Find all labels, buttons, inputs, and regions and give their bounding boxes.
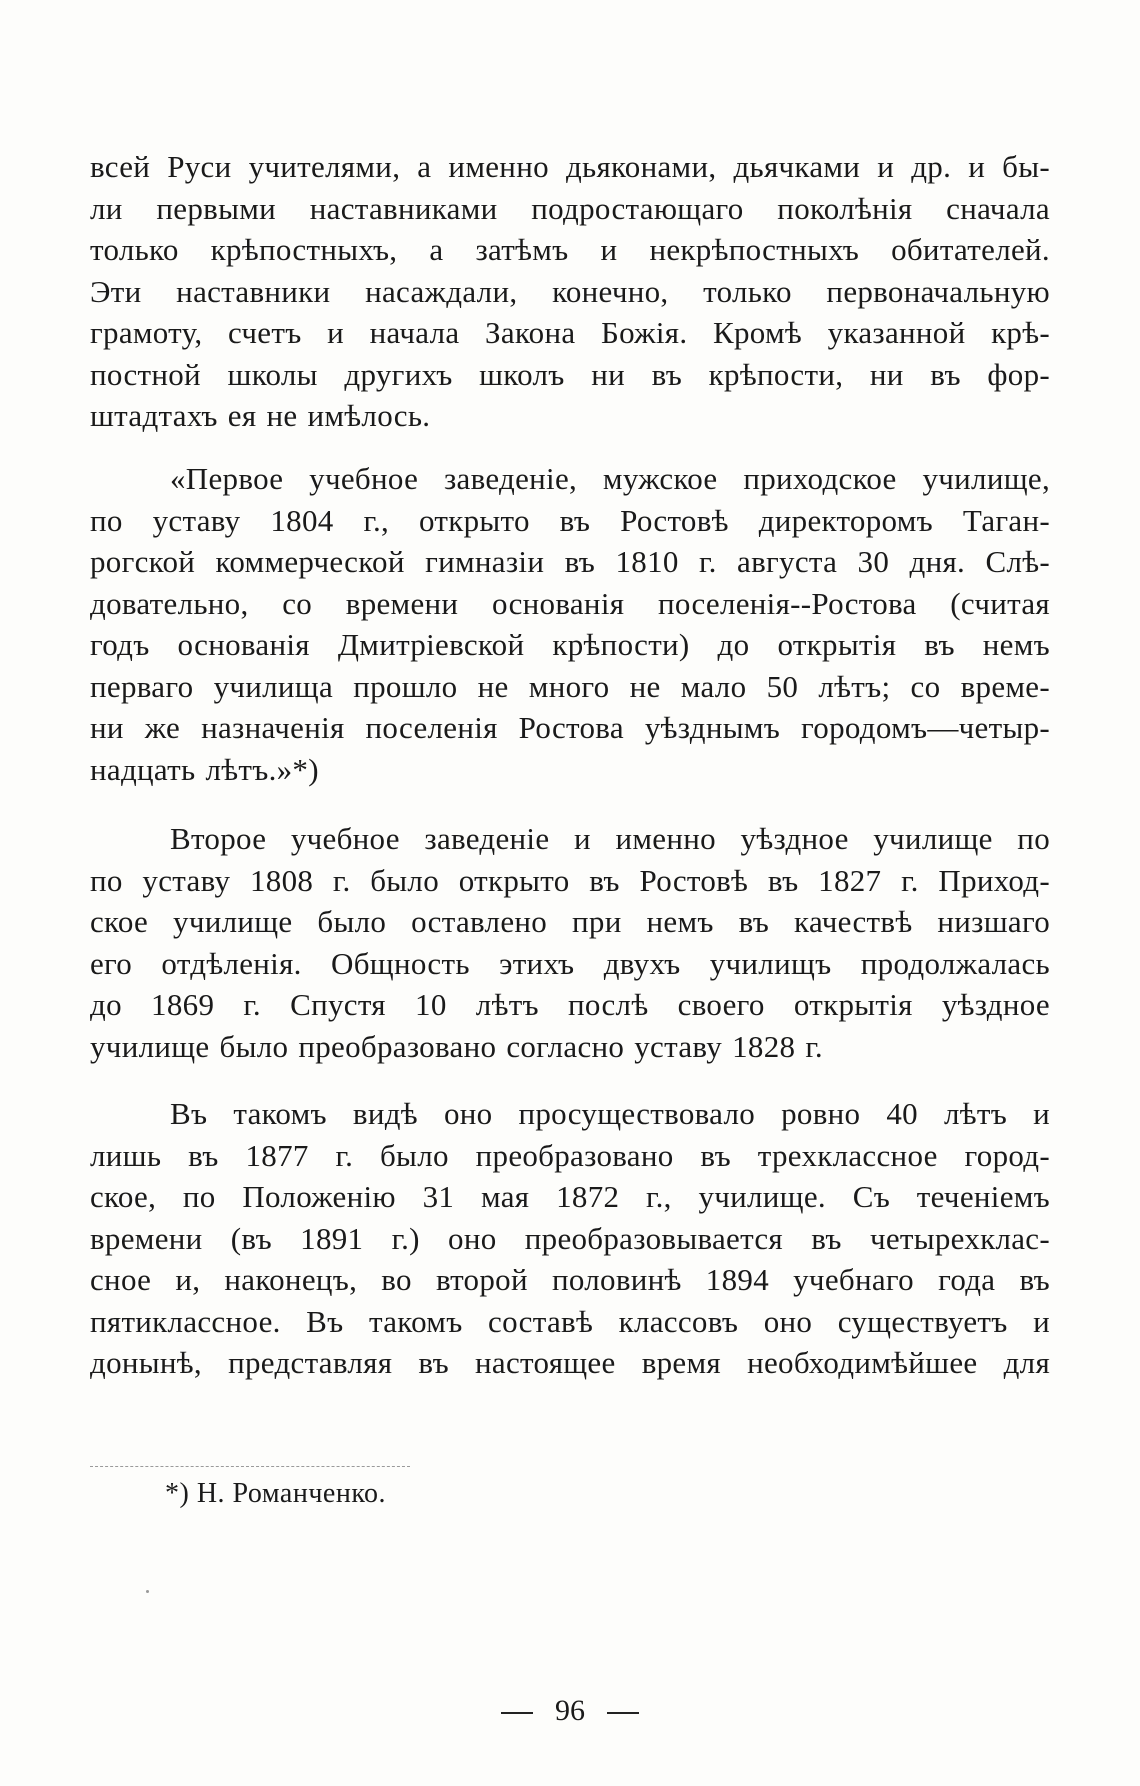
text-line: «Первое учебное заведеніе, мужское приходское училище, <box>170 461 1050 496</box>
text-line: ли первыми наставниками подростающаго поколѣнія сначала <box>90 190 1050 226</box>
text-line: ское, по Положенію 31 мая 1872 г., училище. Съ теченіемъ <box>90 1179 1050 1214</box>
text-line: его отдѣленія. Общность этихъ двухъ училищъ продолжалась <box>90 945 1050 981</box>
paragraph-2 <box>90 458 1050 790</box>
text-line: ни же назначенія поселенія Ростова уѣзднымъ городомъ—четыр- <box>90 710 1050 745</box>
scan-speck <box>146 1590 149 1593</box>
footnote-divider <box>90 1466 410 1467</box>
page-number: 96 <box>555 1694 585 1727</box>
text-line: ское училище было оставлено при немъ въ качествѣ низшаго <box>90 904 1050 939</box>
text-line: постной школы другихъ школъ ни въ крѣпости, ни въ фор- <box>90 356 1050 392</box>
paragraph-4 <box>90 1093 1050 1384</box>
text-line: сное и, наконецъ, во второй половинѣ 1894 учебнаго года въ <box>90 1262 1050 1297</box>
text-line: до 1869 г. Спустя 10 лѣтъ послѣ своего открытія уѣздное <box>90 987 1050 1022</box>
text-line: по уставу 1808 г. было открыто въ Ростовѣ въ 1827 г. Приход- <box>90 862 1050 898</box>
text-line: надцать лѣтъ.»*) <box>90 751 319 787</box>
text-line: Въ такомъ видѣ оно просуществовало ровно 40 лѣтъ и <box>170 1096 1050 1131</box>
text-line: лишь въ 1877 г. было преобразовано въ трехклассное город- <box>90 1137 1050 1173</box>
text-line: Второе учебное заведеніе и именно уѣздное училище по <box>170 821 1050 856</box>
text-line: пятиклассное. Въ такомъ составѣ классовъ оно существуетъ и <box>90 1303 1050 1339</box>
text-line: училище было преобразовано согласно уставу 1828 г. <box>90 1028 823 1064</box>
text-line: перваго училища прошло не много не мало 50 лѣтъ; со време- <box>90 668 1050 704</box>
text-line: грамоту, счетъ и начала Закона Божія. Кромѣ указанной крѣ- <box>90 315 1050 350</box>
text-line: всей Руси учителями, а именно дьяконами, дьячками и др. и бы- <box>90 149 1050 184</box>
text-line: годъ основанія Дмитріевской крѣпости) до открытія въ немъ <box>90 627 1050 662</box>
footnote: *) Н. Романченко. <box>165 1478 387 1509</box>
dash-left <box>501 1712 533 1714</box>
text-line: только крѣпостныхъ, а затѣмъ и некрѣпостныхъ обитателей. <box>90 232 1050 267</box>
text-line: по уставу 1804 г., открыто въ Ростовѣ директоромъ Таган- <box>90 502 1050 538</box>
text-line: рогской коммерческой гимназіи въ 1810 г. августа 30 дня. Слѣ- <box>90 544 1050 579</box>
dash-right <box>607 1712 639 1714</box>
page-number-footer <box>0 1693 1140 1729</box>
text-line: штадтахъ ея не имѣлось. <box>90 398 431 433</box>
paragraph-3 <box>90 818 1050 1067</box>
text-line: довательно, со времени основанія поселенія--Ростова (считая <box>90 585 1050 621</box>
paragraph-1 <box>90 146 1050 437</box>
text-line: Эти наставники насаждали, конечно, только первоначальную <box>90 273 1050 309</box>
text-line: времени (въ 1891 г.) оно преобразовывается въ четырехклас- <box>90 1220 1050 1256</box>
text-line: донынѣ, представляя въ настоящее время необходимѣйшее для <box>90 1345 1050 1380</box>
